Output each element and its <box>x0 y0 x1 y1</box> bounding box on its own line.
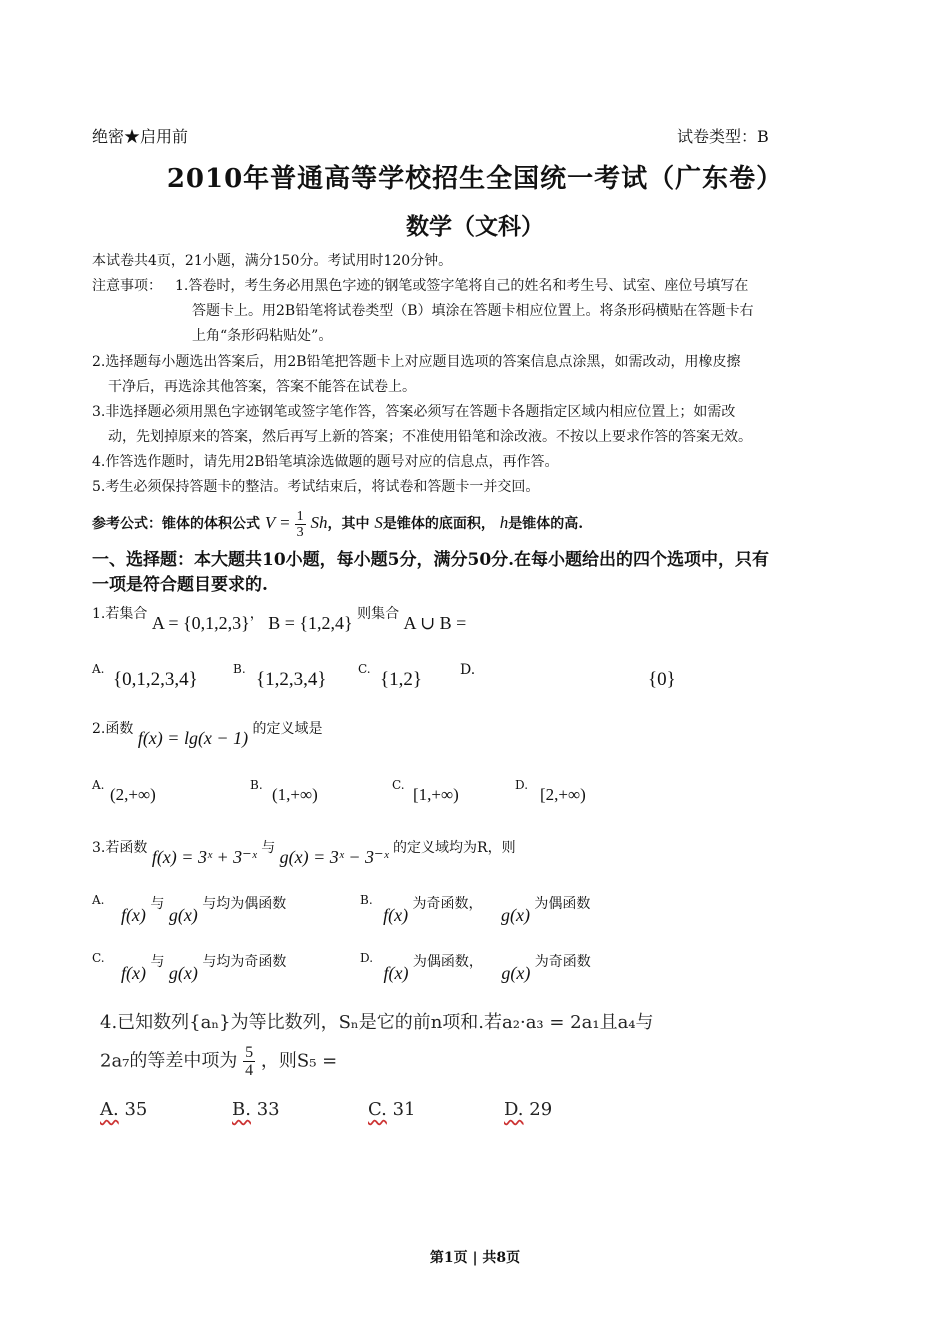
q1-prefix: 1.若集合 <box>92 606 148 622</box>
q4-option-d-value: 29 <box>529 1099 553 1120</box>
notice-item-4: 4.作答选作题时，请先用2B铅笔填涂选做题的题号对应的信息点，再作答。 <box>92 454 559 470</box>
formula-numerator: 1 <box>296 508 304 524</box>
q4-option-c-label: C. <box>368 1099 387 1120</box>
formula-mid: ，其中 <box>327 516 370 532</box>
q3-option-d-label: D. <box>360 951 374 965</box>
q4-option-b-value: 33 <box>256 1099 280 1120</box>
q1-option-c-label: C. <box>358 662 371 676</box>
q3-option-b <box>360 893 591 925</box>
formula-mid2: 是锥体的底面积， <box>382 516 495 532</box>
q1-option-a-label: A. <box>92 662 105 676</box>
q3-option-a <box>92 893 287 925</box>
q1-set-a: A = {0,1,2,3} <box>151 613 250 633</box>
q1-mid: 则集合 <box>357 606 400 622</box>
q1-option-a-value: {0,1,2,3,4} <box>113 669 198 690</box>
q3-option-b-mid: 为奇函数， <box>412 896 483 912</box>
formula-suffix: 是锥体的高. <box>508 516 584 532</box>
q1-expression: A ∪ B = <box>403 613 467 633</box>
formula-fraction <box>295 509 306 540</box>
q4-fraction <box>243 1044 255 1079</box>
q3-option-a-f: f(x) <box>120 905 146 925</box>
formula-eq: = <box>280 513 290 532</box>
q4-line-2-prefix: 2a₇的等差中项为 <box>100 1050 238 1072</box>
q3-option-d-f: f(x) <box>383 963 409 983</box>
q3-option-b-label: B. <box>360 893 373 907</box>
notice-item-5: 5.考生必须保持答题卡的整洁。考试结束后，将试卷和答题卡一并交回。 <box>92 479 540 495</box>
q3-option-a-g: g(x) <box>168 905 198 925</box>
q3-option-c-suffix: 与均为奇函数 <box>202 954 287 970</box>
q1-option-b-label: B. <box>233 662 246 676</box>
q3-prefix: 3.若函数 <box>92 840 148 856</box>
intro-text: 本试卷共4页，21小题，满分150分。考试用时120分钟。 <box>92 253 453 269</box>
reference-formula <box>92 506 583 541</box>
q4-line-2-suffix: ，则S₅ = <box>260 1050 338 1072</box>
notice-item-1-line-1: 1.答卷时，考生务必用黑色字迹的钢笔或签字笔将自己的姓名和考生号、试室、座位号填写在 <box>175 278 749 294</box>
q3-and: 与 <box>261 840 276 856</box>
q3-g-expression: g(x) = 3ˣ − 3⁻ˣ <box>279 847 389 867</box>
q4-option-b-label: B. <box>232 1099 251 1120</box>
q4-option-b <box>232 1099 280 1120</box>
page-number: 第1页 | 共8页 <box>429 1250 521 1266</box>
q1-option-b-value: {1,2,3,4} <box>256 669 327 690</box>
notice-item-1-line-2: 答题卡上。用2B铅笔将试卷类型（B）填涂在答题卡相应位置上。将条形码横贴在答题卡右 <box>192 303 754 319</box>
q2-option-c-value: [1,+∞) <box>413 785 459 804</box>
q4-option-d <box>504 1099 552 1120</box>
q3-option-b-f: f(x) <box>383 905 409 925</box>
formula-s: S <box>374 513 383 532</box>
q3-option-d-g: g(x) <box>501 963 531 983</box>
q2-option-b-value: (1,+∞) <box>272 785 318 804</box>
q3-option-d <box>360 951 591 983</box>
formula-h: h <box>499 513 509 532</box>
q2-prefix: 2.函数 <box>92 721 134 737</box>
q3-option-a-suffix: 与均为偶函数 <box>202 896 287 912</box>
q3-option-c-mid: 与 <box>150 954 165 970</box>
notice-item-1-line-3: 上角“条形码粘贴处”。 <box>192 328 333 344</box>
q3-option-b-g: g(x) <box>500 905 530 925</box>
q1-set-b: B = {1,2,4} <box>268 613 353 633</box>
q3-f-expression: f(x) = 3ˣ + 3⁻ˣ <box>151 847 257 867</box>
q1-comma: ， <box>249 606 264 622</box>
q4-option-a <box>100 1099 147 1120</box>
section-heading-line-1: 一、选择题：本大题共10小题，每小题5分，满分50分.在每小题给出的四个选项中，只有 <box>92 550 770 570</box>
q2-option-c-label: C. <box>392 778 405 792</box>
paper-type-label: 试卷类型：B <box>677 127 769 146</box>
q2-option-d-value: [2,+∞) <box>540 785 586 804</box>
exam-subtitle: 数学（文科） <box>406 213 544 240</box>
q4-option-a-label: A. <box>100 1099 119 1120</box>
notice-label: 注意事项： <box>92 278 162 294</box>
q3-option-c-label: C. <box>92 951 105 965</box>
q4-line-2 <box>100 1044 337 1079</box>
q1-option-d-value: {0} <box>648 669 676 690</box>
q4-option-c <box>368 1099 416 1120</box>
question-3 <box>92 837 516 867</box>
formula-v: V <box>264 513 276 532</box>
q3-option-c-g: g(x) <box>168 963 198 983</box>
notice-item-3-line-1: 3.非选择题必须用黑色字迹钢笔或签字笔作答，答案必须写在答题卡各题指定区域内相应位置上；如需改 <box>92 404 736 420</box>
question-2 <box>92 718 323 748</box>
q3-option-d-mid: 为偶函数， <box>412 954 483 970</box>
q3-suffix: 的定义域均为R，则 <box>393 840 516 856</box>
section-heading-line-2: 一项是符合题目要求的. <box>92 575 268 595</box>
q2-option-a-label: A. <box>92 778 105 792</box>
q4-option-d-label: D. <box>504 1099 524 1120</box>
formula-prefix: 参考公式：锥体的体积公式 <box>92 516 260 532</box>
secret-label: 绝密★启用前 <box>92 127 189 146</box>
formula-denominator: 3 <box>296 524 304 540</box>
q4-option-a-value: 35 <box>124 1099 148 1120</box>
q1-option-c-value: {1,2} <box>380 669 422 690</box>
exam-title: 2010年普通高等学校招生全国统一考试（广东卷） <box>166 164 784 194</box>
q3-option-d-suffix: 为奇函数 <box>534 954 591 970</box>
q2-expression: f(x) = lg(x − 1) <box>137 728 249 748</box>
notice-item-2-line-1: 2.选择题每小题选出答案后，用2B铅笔把答题卡上对应题目选项的答案信息点涂黑，如需改动，用橡皮擦 <box>92 354 741 370</box>
q3-option-c <box>92 951 287 983</box>
q3-option-a-mid: 与 <box>150 896 165 912</box>
notice-item-3-line-2: 动，先划掉原来的答案，然后再写上新的答案；不准使用铅笔和涂改液。不按以上要求作答的答案无效。 <box>108 429 752 445</box>
q4-line-1: 4.已知数列{aₙ}为等比数列，Sₙ是它的前n项和.若a₂·a₃ = 2a₁且a₄与 <box>100 1012 654 1033</box>
q3-option-c-f: f(x) <box>121 963 147 983</box>
q2-option-a-value: (2,+∞) <box>110 785 156 804</box>
q2-option-b-label: B. <box>250 778 263 792</box>
q4-option-c-value: 31 <box>392 1099 416 1120</box>
notice-item-2-line-2: 干净后，再选涂其他答案，答案不能答在试卷上。 <box>108 379 416 395</box>
formula-sh: Sh <box>310 513 328 532</box>
q2-suffix: 的定义域是 <box>252 721 323 737</box>
q2-option-d-label: D. <box>515 778 529 792</box>
question-1 <box>92 603 467 633</box>
q4-fraction-numerator: 5 <box>245 1044 254 1061</box>
q1-option-d-label: D. <box>460 662 476 678</box>
q4-fraction-denominator: 4 <box>245 1062 254 1079</box>
q3-option-a-label: A. <box>92 893 105 907</box>
q3-option-b-suffix: 为偶函数 <box>534 896 591 912</box>
